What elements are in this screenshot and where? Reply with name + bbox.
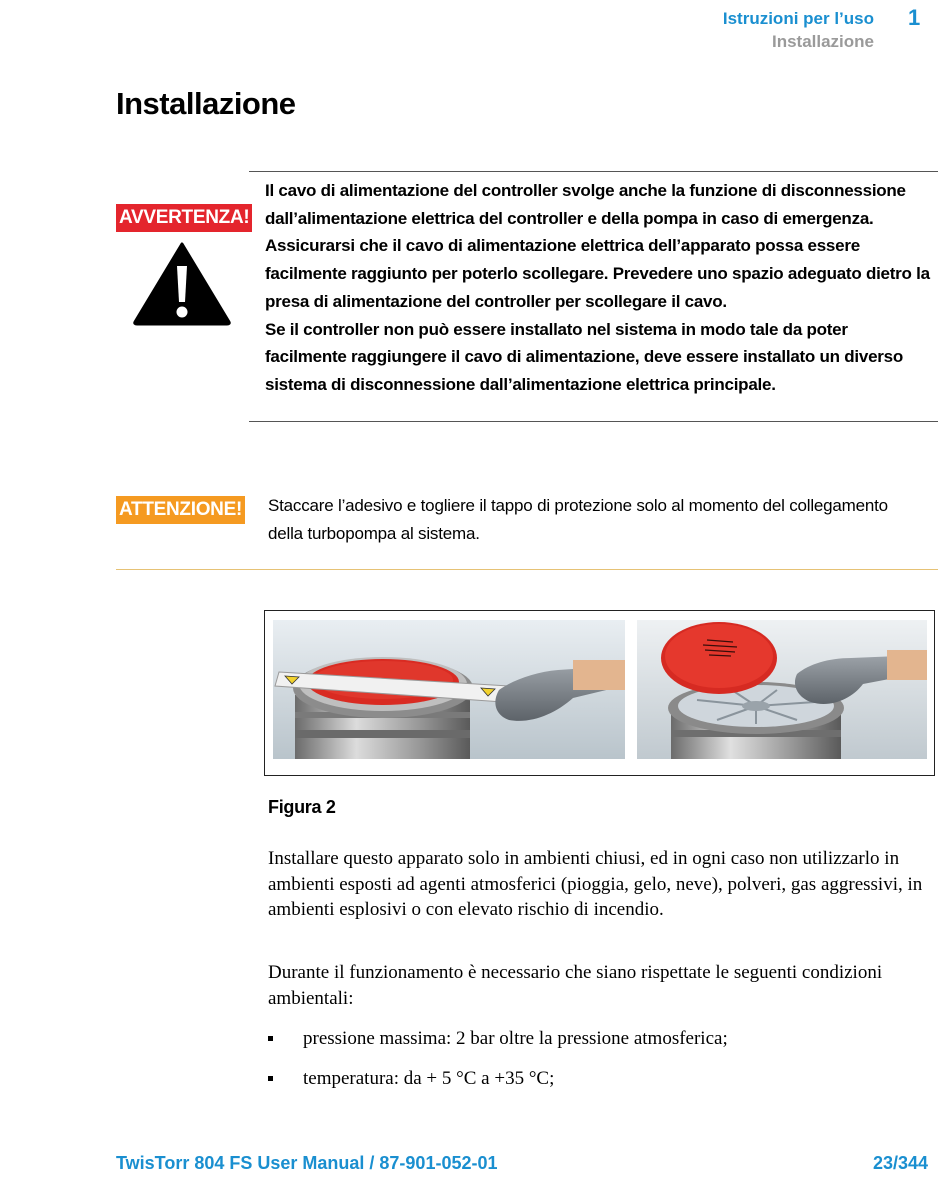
warning-bottom-rule bbox=[249, 421, 938, 422]
warning-text bbox=[265, 177, 933, 399]
pump-label-removal-illustration bbox=[273, 620, 625, 759]
warning-paragraph: Se il controller non può essere installato nel sistema in modo tale da poter facilmente raggiungere il cavo di alimentazione, deve essere installato un diverso sistema di disconnessione dall’alimentazione elettrica principale. bbox=[265, 319, 904, 394]
bullet-icon bbox=[268, 1076, 273, 1081]
figure-caption: Figura 2 bbox=[268, 797, 336, 817]
warning-paragraph: Il cavo di alimentazione del controller svolge anche la funzione di disconnessione dall’alimentazione elettrica del controller e della pompa in caso di emergenza. bbox=[265, 181, 906, 228]
footer-page-number: 23/344 bbox=[872, 1153, 928, 1173]
figure-image bbox=[264, 610, 935, 776]
warning-paragraph: Assicurarsi che il cavo di alimentazione elettrica dell’apparato possa essere facilmente raggiunto per poterlo scollegare. Prevedere uno spazio adeguato dietro la presa di alimentazione del controller per scollegare il cavo. bbox=[265, 236, 930, 311]
page-title: Installazione bbox=[116, 86, 296, 121]
pump-cap-removal-illustration bbox=[637, 620, 927, 759]
caution-text: Staccare l’adesivo e togliere il tappo di protezione solo al momento del collegamento della turbopompa al sistema. bbox=[268, 496, 888, 543]
list-item-text: pressione massima: 2 bar oltre la pressione atmosferica; bbox=[303, 1028, 728, 1049]
warning-badge: AVVERTENZA! bbox=[116, 204, 252, 232]
bullet-icon bbox=[268, 1036, 273, 1041]
section-divider bbox=[116, 569, 938, 570]
warning-triangle-icon bbox=[132, 242, 232, 326]
footer-manual-title: TwisTorr 804 FS User Manual / 87-901-052-01 bbox=[116, 1153, 498, 1173]
list-item-text: temperatura: da + 5 °C a +35 °C; bbox=[303, 1068, 555, 1089]
running-header-chapter: Istruzioni per l’uso bbox=[722, 9, 874, 28]
body-paragraph: Installare questo apparato solo in ambienti chiusi, ed in ogni caso non utilizzarlo in ambienti esposti ad agenti atmosferici (pioggia, gelo, neve), polveri, gas aggressivi, in ambienti esplosivi o con elevato rischio di incendio. bbox=[268, 848, 923, 920]
body-paragraph: Durante il funzionamento è necessario che siano rispettate le seguenti condizioni ambientali: bbox=[268, 962, 883, 1009]
chapter-number: 1 bbox=[908, 5, 921, 30]
warning-top-rule bbox=[249, 171, 938, 172]
caution-badge: ATTENZIONE! bbox=[116, 496, 245, 524]
running-header-section: Installazione bbox=[771, 32, 874, 51]
